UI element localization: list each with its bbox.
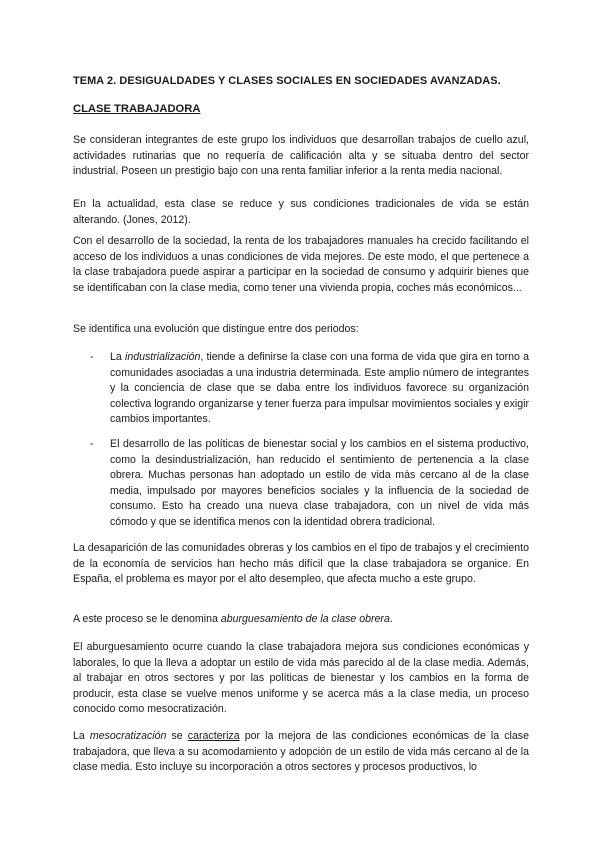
paragraph-5: La desaparición de las comunidades obreras y los cambios en el tipo de trabajos y el crecimiento de la economía de servicios han hecho más difícil que la clase trabajadora se organice. En España, el problema es mayor por el alto desempleo, que afecta mucho a este grupo. (73, 542, 529, 586)
list-item-text: La industrialización, tiende a definirse la clase con una forma de vida que gira en torno a comunidades asociadas a una industria determinada. Este amplio número de integrantes y la conciencia de clase que se daba entre los individuos favorece su organización colectiva logrando organizarse y tener fuerza para impulsar movimientos sociales y exigir cambios importantes. (110, 351, 529, 426)
emphasis-term: aburguesamiento de la clase obrera (220, 613, 390, 625)
underlined-word: caracteriza (187, 730, 240, 742)
emphasis-term: mesocratización (89, 730, 167, 742)
section-heading: CLASE TRABAJADORA (73, 103, 201, 115)
paragraph-4: Se identifica una evolución que distingue entre dos periodos: (73, 323, 359, 335)
list-dash: - (90, 351, 94, 363)
paragraph-1: Se consideran integrantes de este grupo los individuos que desarrollan trabajos de cuello azul, actividades rutinarias que no requería de calificación alta y se situaba dentro del sector industrial. Poseen un prestigio bajo con una renta familiar inferior a la renta media nacional. (73, 134, 529, 178)
paragraph-7: El aburguesamiento ocurre cuando la clase trabajadora mejora sus condiciones económicas y laborales, lo que la lleva a adoptar un estilo de vida más parecido al de la clase media. Además, al trabajar en otros sectores y por las políticas de bienestar y los cambios en la forma de producir, esta clase se vuelve menos uniforme y se acerca más a la clase media, un proceso conocido como mesocratización. (73, 641, 529, 716)
paragraph-6: A este proceso se le denomina aburguesamiento de la clase obrera. (73, 613, 393, 625)
list-item-text: El desarrollo de las políticas de bienestar social y los cambios en el sistema productivo, como la desindustrialización, han reducido el sentimiento de pertenencia a la clase obrera. Muchas personas han adoptado un estilo de vida más cercano al de la clase media, impulsado por mayores beneficios sociales y la influencia de la sociedad de consumo. Esto ha creado una nueva clase trabajadora, con un nivel de vida más cómodo y que se identifica menos con la identidad obrera tradicional. (110, 438, 529, 528)
document-title: TEMA 2. DESIGUALDADES Y CLASES SOCIALES EN SOCIEDADES AVANZADAS. (73, 75, 501, 87)
emphasis-term: industrialización (124, 351, 201, 363)
paragraph-8: La mesocratización se caracteriza por la mejora de las condiciones económicas de la clase trabajadora, que lleva a su acomodamiento y adopción de un estilo de vida más cercano al de la clase media. Esto incluye su incorporación a otros sectores y procesos productivos, lo (73, 730, 529, 774)
paragraph-2: En la actualidad, esta clase se reduce y sus condiciones tradicionales de vida se están alterando. (Jones, 2012). (73, 198, 529, 226)
list-dash: - (90, 438, 94, 450)
paragraph-3: Con el desarrollo de la sociedad, la renta de los trabajadores manuales ha crecido facilitando el acceso de los individuos a unas condiciones de vida mejores. De este modo, el que pertenece a la clase trabajadora puede aspirar a participar en la sociedad de consumo y adquirir bienes que se identificaban con la clase media, como tener una vivienda propia, coches más económicos... (73, 235, 529, 294)
